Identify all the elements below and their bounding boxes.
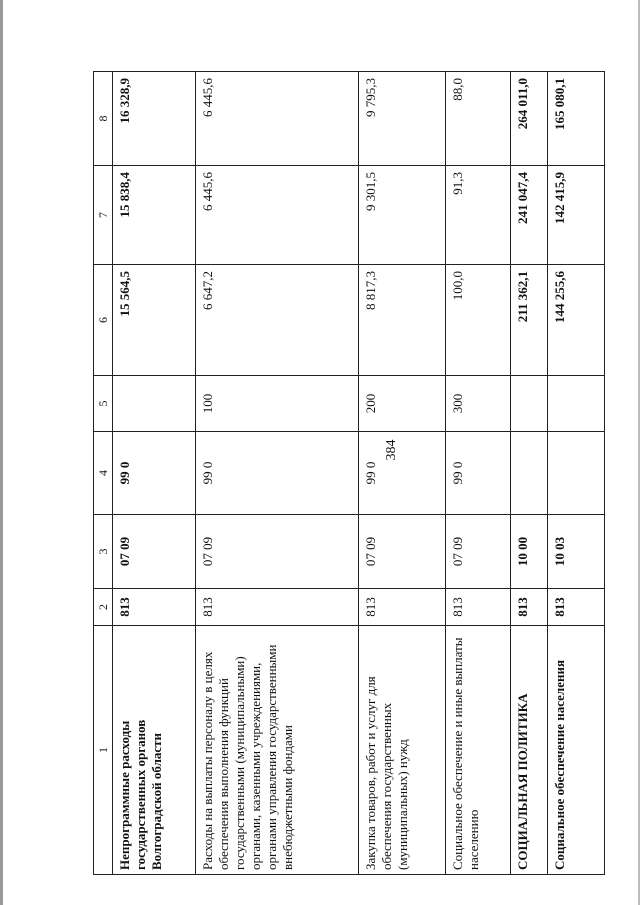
amount-col6: 15 564,5 xyxy=(113,265,196,376)
target-code: 99 0 xyxy=(113,432,196,515)
page-number: 384 xyxy=(384,439,399,461)
amount-col6: 144 255,6 xyxy=(548,265,605,376)
row-name: Закупка товаров, работ и услуг для обеспечения государственных (муниципальных) нужд xyxy=(359,626,446,875)
amount-col6: 100,0 xyxy=(446,265,511,376)
table-row xyxy=(113,72,196,875)
column-header: 7 xyxy=(94,166,113,265)
target-code: 99 0 xyxy=(359,432,446,515)
expense-type-code: 300 xyxy=(446,376,511,432)
section-code: 10 03 xyxy=(548,515,605,589)
table-row xyxy=(511,72,548,875)
amount-col7: 91,3 xyxy=(446,166,511,265)
column-header: 2 xyxy=(94,589,113,626)
row-name: СОЦИАЛЬНАЯ ПОЛИТИКА xyxy=(511,626,548,875)
table-row xyxy=(359,72,446,875)
section-code: 07 09 xyxy=(359,515,446,589)
amount-col6: 6 647,2 xyxy=(196,265,359,376)
amount-col8: 6 445,6 xyxy=(196,72,359,166)
column-header: 5 xyxy=(94,376,113,432)
amount-col8: 165 080,1 xyxy=(548,72,605,166)
column-header: 1 xyxy=(94,626,113,875)
column-header: 4 xyxy=(94,432,113,515)
amount-col7: 241 047,4 xyxy=(511,166,548,265)
target-code: 99 0 xyxy=(446,432,511,515)
table-row xyxy=(548,72,605,875)
ministry-code: 813 xyxy=(548,589,605,626)
section-code: 07 09 xyxy=(113,515,196,589)
expense-type-code xyxy=(511,376,548,432)
column-header: 6 xyxy=(94,265,113,376)
row-name: Расходы на выплаты персоналу в целях обеспечения выполнения функций государственными (муниципальными) органами, казенными учреждениями, органами управления государственными внебюджетными фондами xyxy=(196,626,359,875)
target-code: 99 0 xyxy=(196,432,359,515)
amount-col8: 264 011,0 xyxy=(511,72,548,166)
section-code: 10 00 xyxy=(511,515,548,589)
expense-type-code xyxy=(548,376,605,432)
ministry-code: 813 xyxy=(196,589,359,626)
row-name: Социальное обеспечение населения xyxy=(548,626,605,875)
amount-col6: 211 362,1 xyxy=(511,265,548,376)
ministry-code: 813 xyxy=(446,589,511,626)
expense-type-code: 100 xyxy=(196,376,359,432)
amount-col7: 142 415,9 xyxy=(548,166,605,265)
target-code xyxy=(511,432,548,515)
ministry-code: 813 xyxy=(511,589,548,626)
target-code xyxy=(548,432,605,515)
section-code: 07 09 xyxy=(446,515,511,589)
amount-col7: 6 445,6 xyxy=(196,166,359,265)
row-name: Непрограммные расходы государственных органов Волгоградской области xyxy=(113,626,196,875)
column-header: 3 xyxy=(94,515,113,589)
column-header: 8 xyxy=(94,72,113,166)
row-name: Социальное обеспечение и иные выплаты населению xyxy=(446,626,511,875)
amount-col6: 8 817,3 xyxy=(359,265,446,376)
budget-table xyxy=(93,71,605,875)
amount-col8: 9 795,3 xyxy=(359,72,446,166)
amount-col8: 16 328,9 xyxy=(113,72,196,166)
amount-col7: 15 838,4 xyxy=(113,166,196,265)
expense-type-code: 200 xyxy=(359,376,446,432)
table-row xyxy=(446,72,511,875)
amount-col8: 88,0 xyxy=(446,72,511,166)
amount-col7: 9 301,5 xyxy=(359,166,446,265)
section-code: 07 09 xyxy=(196,515,359,589)
table-row xyxy=(196,72,359,875)
ministry-code: 813 xyxy=(359,589,446,626)
expense-type-code xyxy=(113,376,196,432)
ministry-code: 813 xyxy=(113,589,196,626)
table-header-row xyxy=(94,72,113,875)
